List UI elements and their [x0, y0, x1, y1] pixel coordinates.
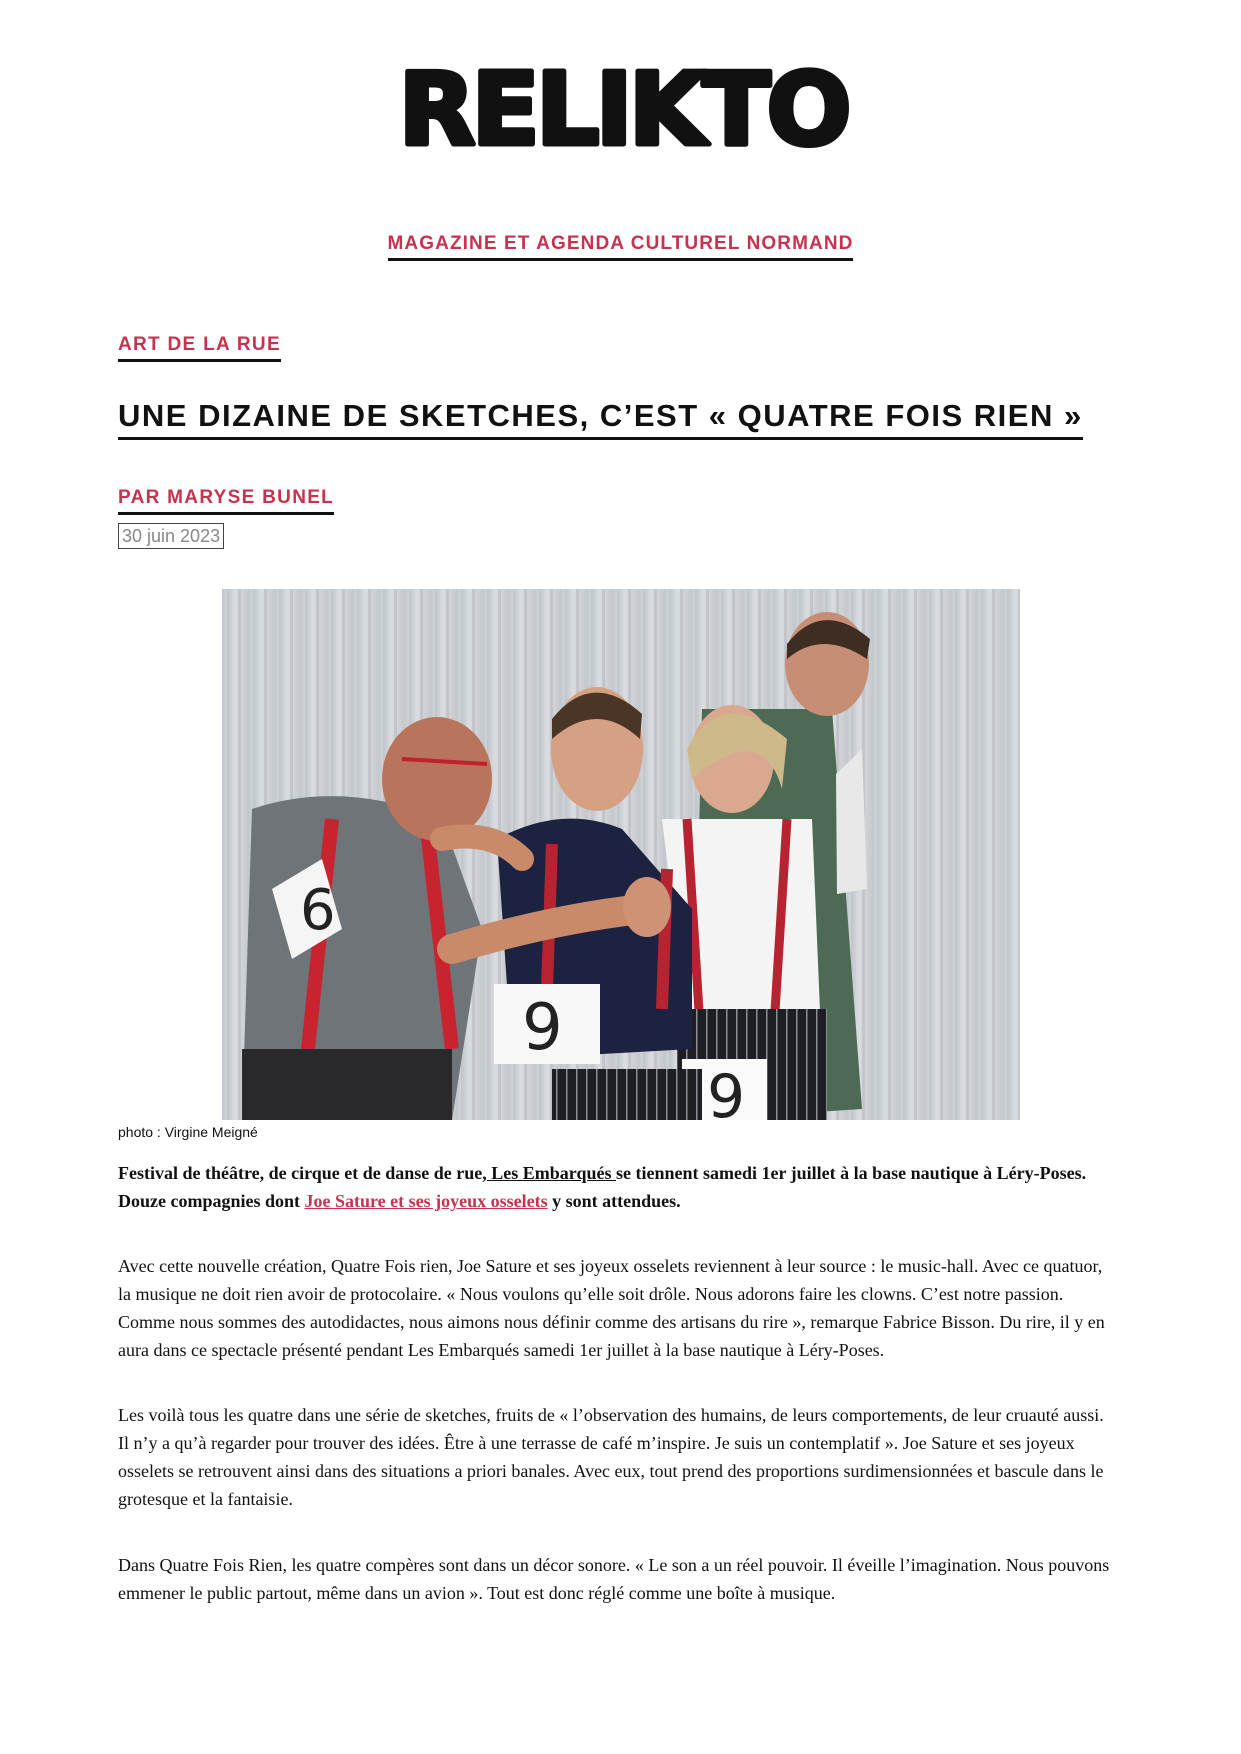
author-link[interactable]: PAR MARYSE BUNEL [118, 486, 334, 515]
article-lead [118, 1159, 1118, 1215]
lead-text: y sont attendues. [547, 1191, 681, 1211]
article-photo [222, 589, 1020, 1132]
lead-text: se tiennent samedi 1er juillet à la base nautique à Léry-Poses. Douze compagnies dont [118, 1163, 1087, 1211]
logo-text: RELIKTO [398, 51, 848, 168]
photo-credit: photo : Virgine Meigné [118, 1124, 258, 1140]
tagline-link[interactable]: MAGAZINE ET AGENDA CULTUREL NORMAND [388, 232, 854, 261]
lead-text: Festival de théâtre, de cirque et de danse de rue, [118, 1163, 487, 1183]
article-paragraph: Dans Quatre Fois Rien, les quatre compères sont dans un décor sonore. « Le son a un réel pouvoir. Il éveille l’imagination. Nous pouvons emmener le public partout, même dans un avion ». Tout est donc réglé comme une boîte à musique. [118, 1555, 1110, 1603]
logo-wordmark [398, 51, 848, 172]
bib-number: 6 [300, 878, 336, 943]
bib-number: 9 [707, 1062, 746, 1132]
article-title: UNE DIZAINE DE SKETCHES, C’EST « QUATRE FOIS RIEN » [118, 397, 1083, 440]
les-embarques-link[interactable]: Les Embarqués [486, 1163, 616, 1183]
tagline-container [0, 232, 1241, 261]
site-logo[interactable] [398, 51, 848, 172]
article-paragraph: Avec cette nouvelle création, Quatre Fois rien, Joe Sature et ses joyeux osselets reviennent à leur source : le music-hall. Avec ce quatuor, la musique ne doit rien avoir de protocolaire. « Nous voulons qu’elle soit drôle. Nous adorons faire les clowns. C’est notre passion. Comme nous sommes des autodidactes, nous aimons nous définir comme des artisans du rire », remarque Fabrice Bisson. Du rire, il y en aura dans ce spectacle présenté pendant Les Embarqués samedi 1er juillet à la base nautique à Léry-Poses. [118, 1256, 1105, 1360]
category-link[interactable]: ART DE LA RUE [118, 333, 281, 362]
joe-sature-link[interactable]: Joe Sature et ses joyeux osselets [304, 1191, 548, 1211]
bib-number: 9 [522, 991, 563, 1065]
article-paragraph: Les voilà tous les quatre dans une série de sketches, fruits de « l’observation des humains, de leurs comportements, de leur cruauté aussi. Il n’y a qu’à regarder pour trouver des idées. Être à une terrasse de café m’inspire. Je suis un contemplatif ». Joe Sature et ses joyeux osselets se retrouvent ainsi dans des situations a priori banales. Avec eux, tout prend des proportions surdimensionnées et bascule dans le grotesque et la fantaisie. [118, 1405, 1104, 1509]
publish-date: 30 juin 2023 [118, 523, 224, 549]
